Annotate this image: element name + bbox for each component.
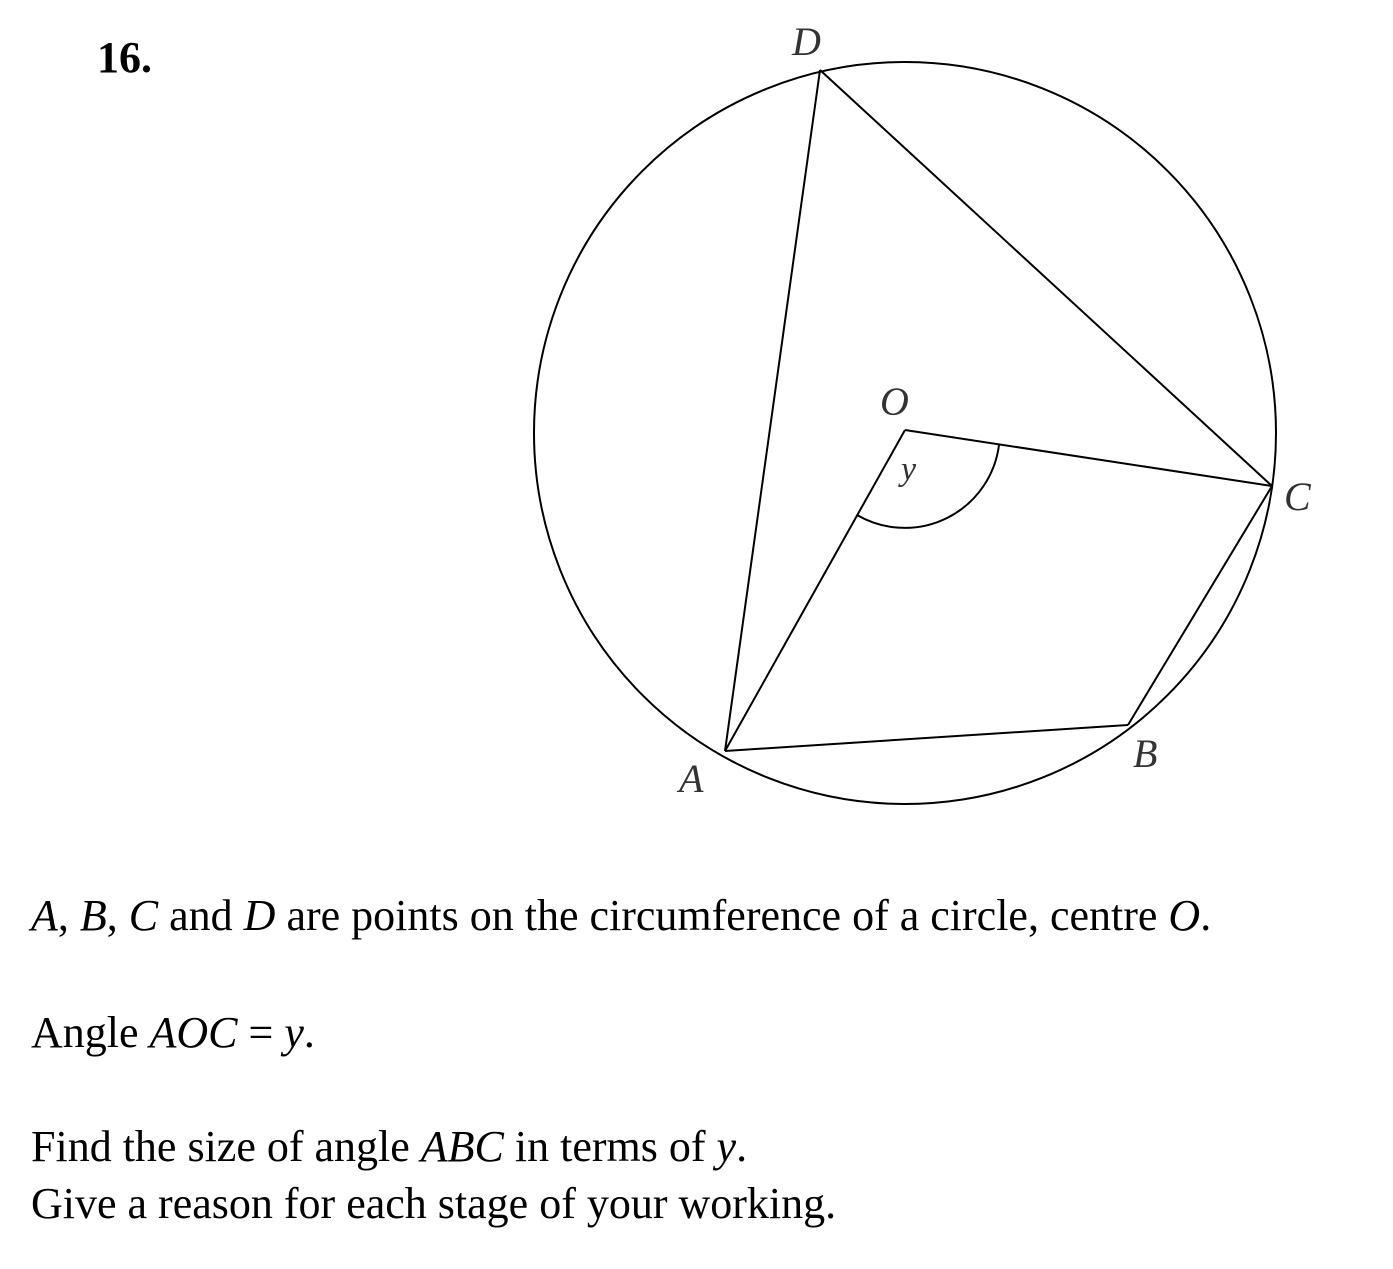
label-d: D <box>792 19 821 64</box>
label-b: B <box>1133 731 1158 776</box>
instruction-find-angle: Find the size of angle ABC in terms of y. <box>31 1122 748 1171</box>
label-a: A <box>679 756 704 801</box>
label-angle-y: y <box>901 451 917 488</box>
label-c: C <box>1284 474 1311 519</box>
instruction-give-reasons: Give a reason for each stage of your working. <box>31 1179 837 1228</box>
circle <box>534 62 1276 804</box>
angle-arc-aoc <box>857 445 999 528</box>
statement-angle-aoc: Angle AOC = y. <box>31 1008 315 1057</box>
chord-ab <box>725 725 1128 751</box>
question-number: 16. <box>97 33 152 82</box>
chord-bc <box>1128 486 1272 725</box>
radius-oc <box>905 430 1272 486</box>
statement-points-on-circle: A, B, C and D are points on the circumference of a circle, centre O. <box>31 891 1212 940</box>
chord-ad <box>725 70 820 751</box>
label-o: O <box>880 379 909 424</box>
radius-oa <box>725 430 905 751</box>
